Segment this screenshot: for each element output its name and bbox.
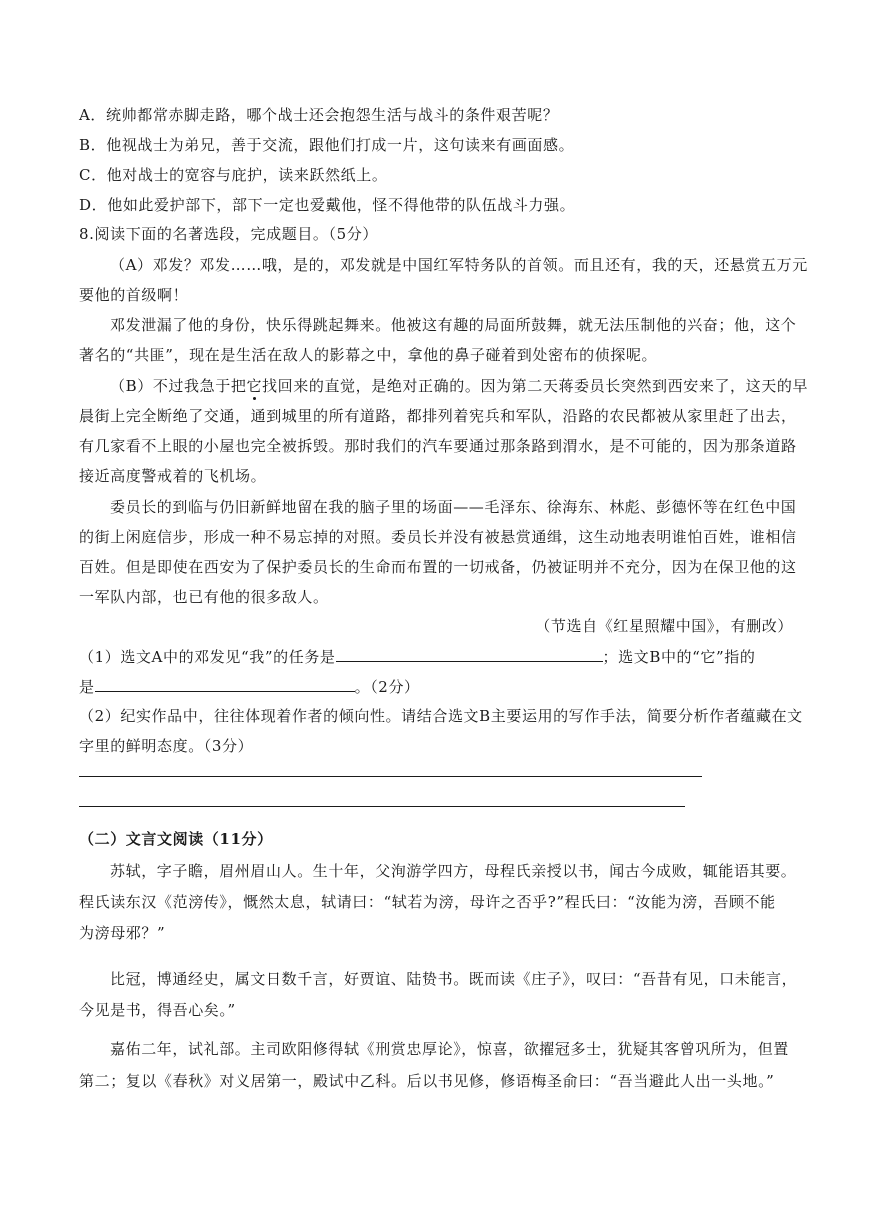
sub-question-1-line2 [79,677,420,696]
passage-b-dotted-word: 它 [246,377,263,395]
option-a: A．统帅都常赤脚走路，哪个战士还会抱怨生活与战斗的条件艰苦呢？ [79,106,559,124]
answer-line-1[interactable] [79,776,702,777]
sub-question-1-line1 [79,647,755,666]
passage-a-line: （A）邓发？邓发……哦，是的，邓发就是中国红军特务队的首领。而且还有，我的天，还悬赏五万元 [110,256,808,274]
passage-source: （节选自《红星照耀中国》，有删改） [535,617,793,635]
option-d: D．他如此爱护部下，部下一定也爱戴他，怪不得他带的队伍战斗力强。 [79,196,576,214]
classical-text-line: 今见是书，得吾心矣。” [79,1001,236,1019]
classical-text-line: 嘉佑二年，试礼部。主司欧阳修得轼《刑赏忠厚论》，惊喜，欲擢冠多士，犹疑其客曾巩所为，但置 [110,1040,789,1058]
sub-question-1-score: 。（2分） [354,678,420,696]
answer-blank-1[interactable] [336,647,603,662]
answer-line-2[interactable] [79,806,685,807]
passage-b-prefix: （B）不过我急于把 [110,377,247,395]
option-b: B．他视战士为弟兄，善于交流，跟他们打成一片，这句读来有画面感。 [79,136,575,154]
question-8-heading: 8.阅读下面的名著选段，完成题目。（5分） [79,225,378,243]
passage-b-line: 接近高度警戒着的飞机场。 [79,467,267,485]
passage-b-first-line [110,377,808,395]
classical-text-line: 第二；复以《春秋》对义居第一，殿试中乙科。后以书见修，修语梅圣俞曰：“吾当避此人出一头地。” [79,1072,775,1090]
sub-question-1-text: ；选文B中的“它”指的 [602,648,756,666]
classical-text-line: 为滂母邪？” [79,924,166,942]
classical-text-line: 比冠，博通经史，属文日数千言，好贾谊、陆贽书。既而读《庄子》，叹曰：“吾昔有见，口未能言， [110,970,798,988]
sub-question-1-text: 是 [79,678,95,696]
sub-question-2-line1: （2）纪实作品中，往往体现着作者的倾向性。请结合选文B主要运用的写作手法，简要分析作者蕴藏在文 [79,707,803,725]
section-2-heading: （二）文言文阅读（11分） [79,830,273,848]
passage-a-line: 邓发泄漏了他的身份，快乐得跳起舞来。他被这有趣的局面所鼓舞，就无法压制他的兴奋；他，这个 [110,316,797,334]
passage-a-line: 著名的“共匪”，现在是生活在敌人的影幕之中，拿他的鼻子碰着到处密布的侦探呢。 [79,346,658,364]
classical-text-line: 苏轼，字子瞻，眉州眉山人。生十年，父洵游学四方，母程氏亲授以书，闻古今成败，辄能语其要。 [110,862,797,880]
passage-a-line: 要他的首级啊！ [79,286,189,304]
sub-question-2-line2: 字里的鲜明态度。（3分） [79,737,254,755]
option-c: C．他对战士的宽容与庇护，读来跃然纸上。 [79,166,388,184]
sub-question-1-text: （1）选文A中的邓发见“我”的任务是 [79,648,336,666]
passage-b-suffix: 找回来的直觉，是绝对正确的。因为第二天蒋委员长突然到西安来了，这天的早 [262,377,809,395]
passage-b-line: 委员长的到临与仍旧新鲜地留在我的脑子里的场面——毛泽东、徐海东、林彪、彭德怀等在红色中国 [110,498,797,516]
passage-b-line: 有几家看不上眼的小屋也完全被拆毁。那时我们的汽车要通过那条路到渭水，是不可能的，因为那条道路 [79,437,797,455]
passage-b-line: 的街上闲庭信步，形成一种不易忘掉的对照。委员长并没有被悬赏通缉，这生动地表明谁怕百姓，谁相信 [79,528,797,546]
passage-b-line: 晨街上完全断绝了交通，通到城里的所有道路，都排列着宪兵和军队，沿路的农民都被从家里赶了出去， [79,407,797,425]
classical-text-line: 程氏读东汉《范滂传》，慨然太息，轼请曰：“轼若为滂，母许之否乎?”程氏曰：“汝能为滂，吾顾不能 [79,893,776,911]
passage-b-line: 百姓。但是即使在西安为了保护委员长的生命而布置的一切戒备，仍被证明并不充分，因为在保卫他的这 [79,558,797,576]
passage-b-line: 一军队内部，也已有他的很多敌人。 [79,588,329,606]
answer-blank-2[interactable] [95,677,355,692]
